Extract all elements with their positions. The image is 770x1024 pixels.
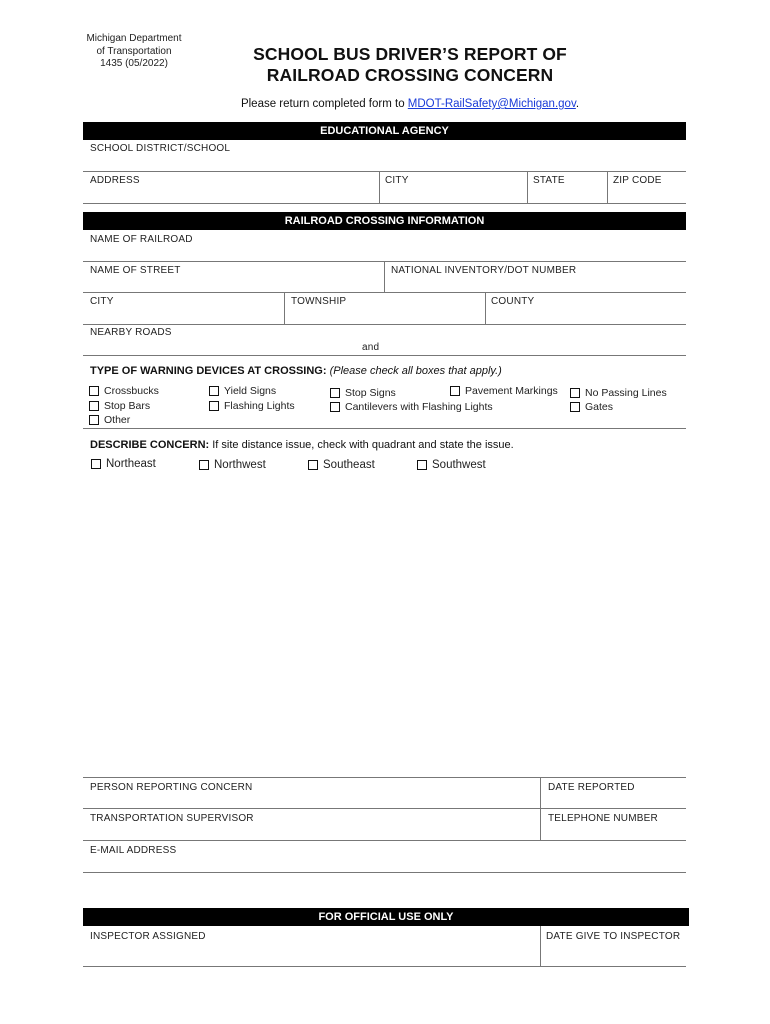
supervisor-label: TRANSPORTATION SUPERVISOR	[90, 813, 254, 824]
divider	[83, 808, 686, 809]
checkbox-icon[interactable]	[308, 460, 318, 470]
state-field[interactable]	[528, 188, 606, 202]
checkbox-icon[interactable]	[91, 459, 101, 469]
date-reported-label: DATE REPORTED	[548, 782, 635, 793]
street-name-label: NAME OF STREET	[90, 265, 181, 276]
divider	[540, 926, 541, 967]
divider	[83, 428, 686, 429]
checkbox-label: Stop Signs	[345, 387, 396, 399]
agency-city-label: CITY	[385, 175, 409, 186]
divider	[83, 355, 686, 356]
checkbox-label: Cantilevers with Flashing Lights	[345, 401, 493, 413]
divider	[83, 171, 686, 172]
inspector-assigned-label: INSPECTOR ASSIGNED	[90, 931, 206, 942]
crossing-city-field[interactable]	[83, 308, 283, 324]
checkbox-label: Pavement Markings	[465, 385, 558, 397]
checkbox-label: Gates	[585, 401, 614, 413]
return-instructions	[150, 98, 670, 110]
checkbox-other[interactable]	[89, 414, 130, 426]
township-label: TOWNSHIP	[291, 296, 347, 307]
agency-name-line2: of Transportation	[96, 45, 172, 57]
email-field[interactable]	[83, 857, 686, 872]
official-use-heading: FOR OFFICIAL USE ONLY	[83, 908, 689, 926]
township-field[interactable]	[286, 308, 484, 324]
return-suffix: .	[575, 98, 580, 110]
divider	[379, 171, 380, 203]
agency-city-field[interactable]	[380, 188, 526, 202]
railroad-name-field[interactable]	[83, 246, 686, 261]
date-reported-field[interactable]	[542, 794, 686, 808]
divider	[527, 171, 528, 203]
divider	[540, 777, 541, 841]
divider	[384, 261, 385, 293]
educational-agency-heading: EDUCATIONAL AGENCY	[83, 122, 686, 140]
address-label: ADDRESS	[90, 175, 140, 186]
telephone-field[interactable]	[542, 826, 686, 840]
person-reporting-label: PERSON REPORTING CONCERN	[90, 782, 253, 793]
supervisor-field[interactable]	[83, 826, 538, 840]
county-field[interactable]	[486, 308, 686, 324]
describe-concern-title: DESCRIBE CONCERN:	[90, 439, 210, 451]
checkbox-icon[interactable]	[89, 401, 99, 411]
checkbox-icon[interactable]	[330, 402, 340, 412]
checkbox-label: Crossbucks	[104, 385, 159, 397]
checkbox-label: Northeast	[106, 458, 156, 470]
telephone-label: TELEPHONE NUMBER	[548, 813, 658, 824]
email-label: E-MAIL ADDRESS	[90, 845, 177, 856]
checkbox-icon[interactable]	[209, 386, 219, 396]
concern-description-field[interactable]	[83, 478, 686, 774]
checkbox-pavement-markings[interactable]	[450, 385, 558, 397]
checkbox-cantilevers[interactable]	[330, 401, 493, 413]
checkbox-label: Stop Bars	[104, 400, 151, 412]
crossing-info-heading: RAILROAD CROSSING INFORMATION	[83, 212, 686, 230]
checkbox-crossbucks[interactable]	[89, 385, 159, 397]
checkbox-label: No Passing Lines	[585, 387, 667, 399]
inspector-assigned-field[interactable]	[83, 944, 538, 966]
checkbox-southeast[interactable]	[308, 459, 375, 471]
checkbox-icon[interactable]	[570, 388, 580, 398]
divider	[284, 292, 285, 324]
checkbox-flashing-lights[interactable]	[209, 400, 295, 412]
school-district-label: SCHOOL DISTRICT/SCHOOL	[90, 143, 231, 154]
nearby-roads-label: NEARBY ROADS	[90, 327, 172, 338]
checkbox-southwest[interactable]	[417, 459, 486, 471]
return-email-link[interactable]: MDOT-RailSafety@Michigan.gov	[407, 98, 576, 110]
form-title-line1: SCHOOL BUS DRIVER’S REPORT OF	[253, 44, 567, 64]
divider	[83, 966, 686, 967]
crossing-city-label: CITY	[90, 296, 114, 307]
date-give-label: DATE GIVE TO INSPECTOR	[546, 931, 681, 942]
warning-devices-note: (Please check all boxes that apply.)	[329, 365, 502, 377]
school-district-field[interactable]	[83, 155, 686, 171]
checkbox-stop-signs[interactable]	[330, 387, 396, 399]
and-label: and	[362, 342, 380, 353]
checkbox-stop-bars[interactable]	[89, 400, 150, 412]
return-prefix: Please return completed form to	[240, 98, 408, 110]
zip-code-field[interactable]	[608, 188, 686, 202]
divider	[83, 324, 686, 325]
address-field[interactable]	[83, 188, 378, 202]
agency-name-line1: Michigan Department	[86, 33, 182, 44]
railroad-name-label: NAME OF RAILROAD	[90, 234, 193, 245]
checkbox-yield-signs[interactable]	[209, 385, 276, 397]
divider	[83, 203, 686, 204]
checkbox-icon[interactable]	[199, 460, 209, 470]
checkbox-icon[interactable]	[209, 401, 219, 411]
checkbox-no-passing-lines[interactable]	[570, 387, 667, 399]
checkbox-label: Yield Signs	[224, 385, 277, 397]
describe-concern-instruction: If site distance issue, check with quadrant and state the issue.	[212, 439, 514, 451]
warning-devices-heading	[90, 365, 502, 377]
checkbox-label: Northwest	[214, 459, 266, 471]
checkbox-gates[interactable]	[570, 401, 613, 413]
inventory-number-field[interactable]	[386, 277, 686, 292]
divider	[83, 872, 686, 873]
zip-code-label: ZIP CODE	[613, 175, 662, 186]
inventory-number-label: NATIONAL INVENTORY/DOT NUMBER	[391, 265, 577, 276]
checkbox-icon[interactable]	[417, 460, 427, 470]
person-reporting-field[interactable]	[83, 794, 538, 808]
form-title-line2: RAILROAD CROSSING CONCERN	[266, 65, 554, 85]
checkbox-label: Other	[104, 414, 131, 426]
describe-concern-heading	[90, 439, 514, 451]
checkbox-icon[interactable]	[450, 386, 460, 396]
agency-block	[80, 33, 188, 71]
checkbox-label: Southeast	[323, 459, 375, 471]
checkbox-icon[interactable]	[330, 388, 340, 398]
checkbox-icon[interactable]	[570, 402, 580, 412]
checkbox-icon[interactable]	[89, 415, 99, 425]
checkbox-label: Flashing Lights	[224, 400, 295, 412]
divider	[83, 292, 686, 293]
divider	[83, 840, 686, 841]
divider	[607, 171, 608, 203]
form-number: 1435 (05/2022)	[100, 58, 168, 69]
divider	[83, 777, 686, 778]
nearby-road-2-field[interactable]	[390, 340, 686, 355]
checkbox-icon[interactable]	[89, 386, 99, 396]
county-label: COUNTY	[491, 296, 535, 307]
checkbox-label: Southwest	[432, 459, 486, 471]
street-name-field[interactable]	[83, 277, 383, 292]
date-give-field[interactable]	[542, 944, 686, 966]
state-label: STATE	[533, 175, 565, 186]
form-title	[210, 44, 610, 86]
warning-devices-title: TYPE OF WARNING DEVICES AT CROSSING:	[90, 365, 327, 377]
divider	[485, 292, 486, 324]
checkbox-northeast[interactable]	[91, 458, 156, 470]
nearby-road-1-field[interactable]	[83, 340, 353, 355]
checkbox-northwest[interactable]	[199, 459, 266, 471]
